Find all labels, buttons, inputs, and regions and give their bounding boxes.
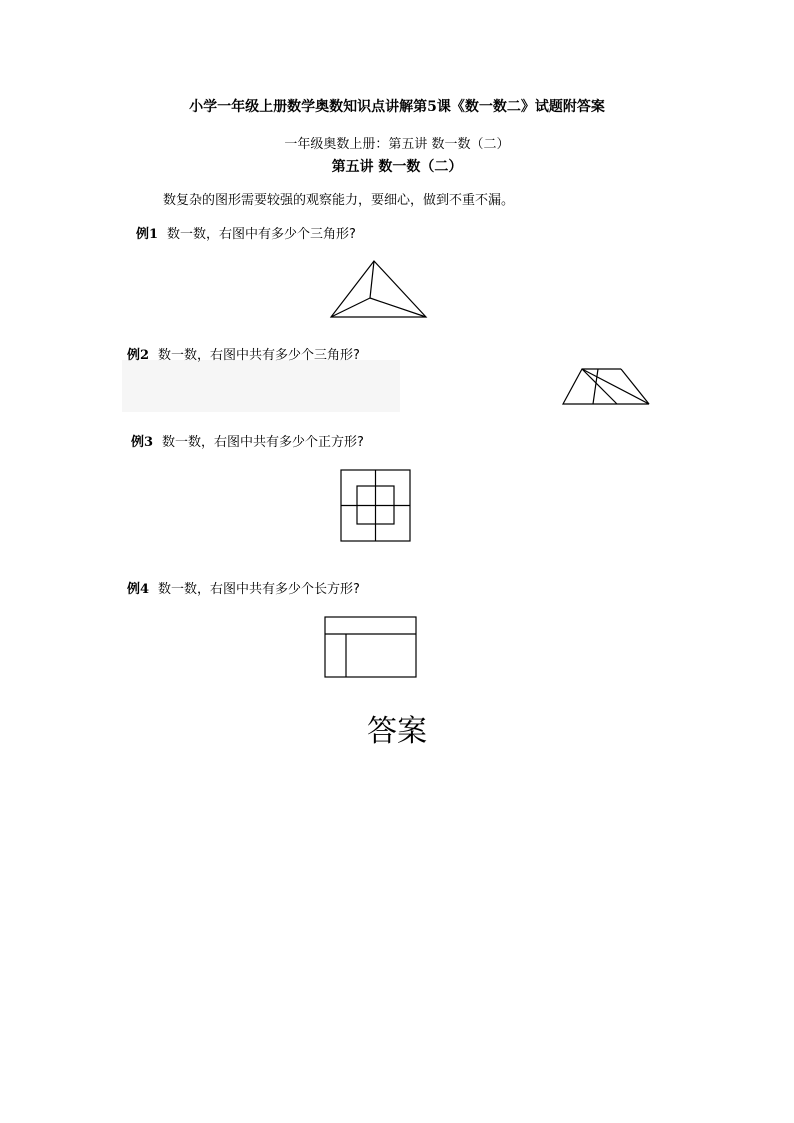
example-2-text: 数一数，右图中共有多少个三角形? (158, 348, 360, 363)
triangle-with-two-cevians-icon (560, 366, 652, 408)
triangle-with-interior-point-icon (328, 258, 430, 320)
rectangle-partition-icon (323, 615, 419, 680)
example-2-tag: 例2 (127, 348, 150, 363)
example-3-tag: 例3 (131, 435, 154, 450)
example-4 (127, 581, 360, 599)
document-title: 小学一年级上册数学奥数知识点讲解第5课《数一数二》试题附答案 (189, 99, 605, 115)
example-4-tag: 例4 (127, 582, 150, 597)
example-1-text: 数一数，右图中有多少个三角形? (167, 227, 356, 242)
example-1 (136, 226, 356, 244)
intro-paragraph: 数复杂的图形需要较强的观察能力，要细心，做到不重不漏。 (163, 193, 515, 208)
example-2-shaded-area (122, 360, 400, 412)
nested-squares-grid-icon (339, 468, 413, 544)
lesson-subtitle: 一年级奥数上册：第五讲 数一数（二） (284, 137, 510, 152)
example-4-text: 数一数，右图中共有多少个长方形? (158, 582, 360, 597)
answers-heading: 答案 (367, 714, 427, 749)
lesson-heading: 第五讲 数一数（二） (331, 159, 463, 175)
example-2 (127, 347, 360, 365)
example-3 (131, 434, 364, 452)
example-3-text: 数一数，右图中共有多少个正方形? (162, 435, 364, 450)
example-1-tag: 例1 (136, 227, 159, 242)
